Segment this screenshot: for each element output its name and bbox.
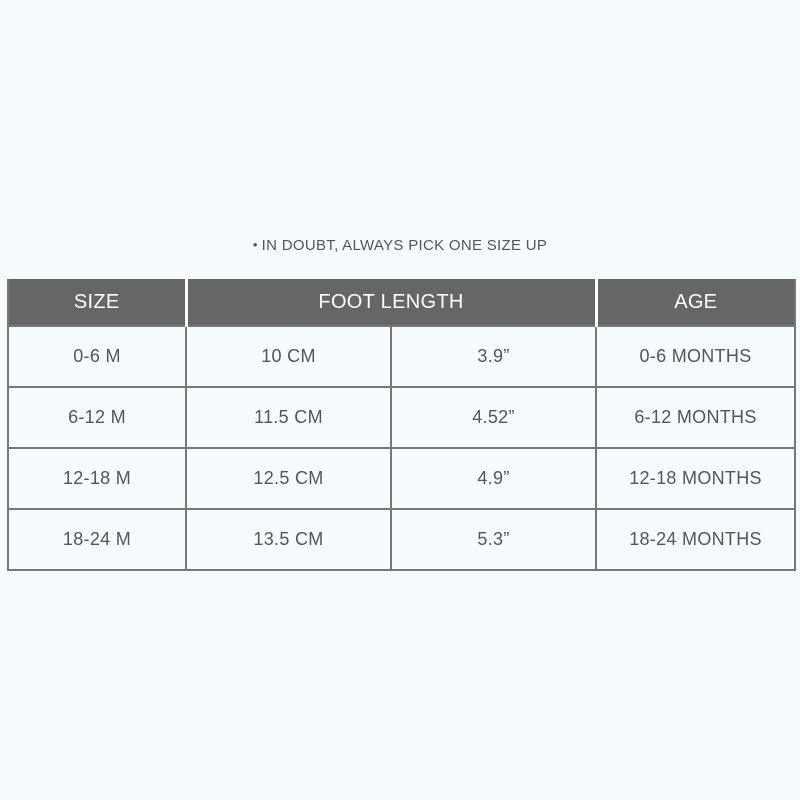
foot-length-cm-cell: 10 CM xyxy=(186,326,391,387)
header-size: SIZE xyxy=(8,279,186,326)
size-chart-table xyxy=(7,279,796,571)
foot-length-cm-cell: 13.5 CM xyxy=(186,509,391,570)
size-cell: 18-24 M xyxy=(8,509,186,570)
header-age: AGE xyxy=(596,279,795,326)
table-row xyxy=(8,509,795,570)
table-row xyxy=(8,448,795,509)
foot-length-inch-cell: 4.52” xyxy=(391,387,596,448)
header-row xyxy=(8,279,795,326)
age-cell: 12-18 MONTHS xyxy=(596,448,795,509)
size-cell: 0-6 M xyxy=(8,326,186,387)
foot-length-inch-cell: 3.9” xyxy=(391,326,596,387)
size-cell: 12-18 M xyxy=(8,448,186,509)
foot-length-inch-cell: 4.9” xyxy=(391,448,596,509)
age-cell: 18-24 MONTHS xyxy=(596,509,795,570)
header-foot-length: FOOT LENGTH xyxy=(186,279,596,326)
size-advice-note xyxy=(0,237,800,254)
size-cell: 6-12 M xyxy=(8,387,186,448)
table-row xyxy=(8,387,795,448)
foot-length-cm-cell: 11.5 CM xyxy=(186,387,391,448)
table-row xyxy=(8,326,795,387)
note-bullet: • xyxy=(252,237,258,252)
foot-length-inch-cell: 5.3” xyxy=(391,509,596,570)
age-cell: 6-12 MONTHS xyxy=(596,387,795,448)
note-text: IN DOUBT, ALWAYS PICK ONE SIZE UP xyxy=(261,237,548,254)
foot-length-cm-cell: 12.5 CM xyxy=(186,448,391,509)
age-cell: 0-6 MONTHS xyxy=(596,326,795,387)
